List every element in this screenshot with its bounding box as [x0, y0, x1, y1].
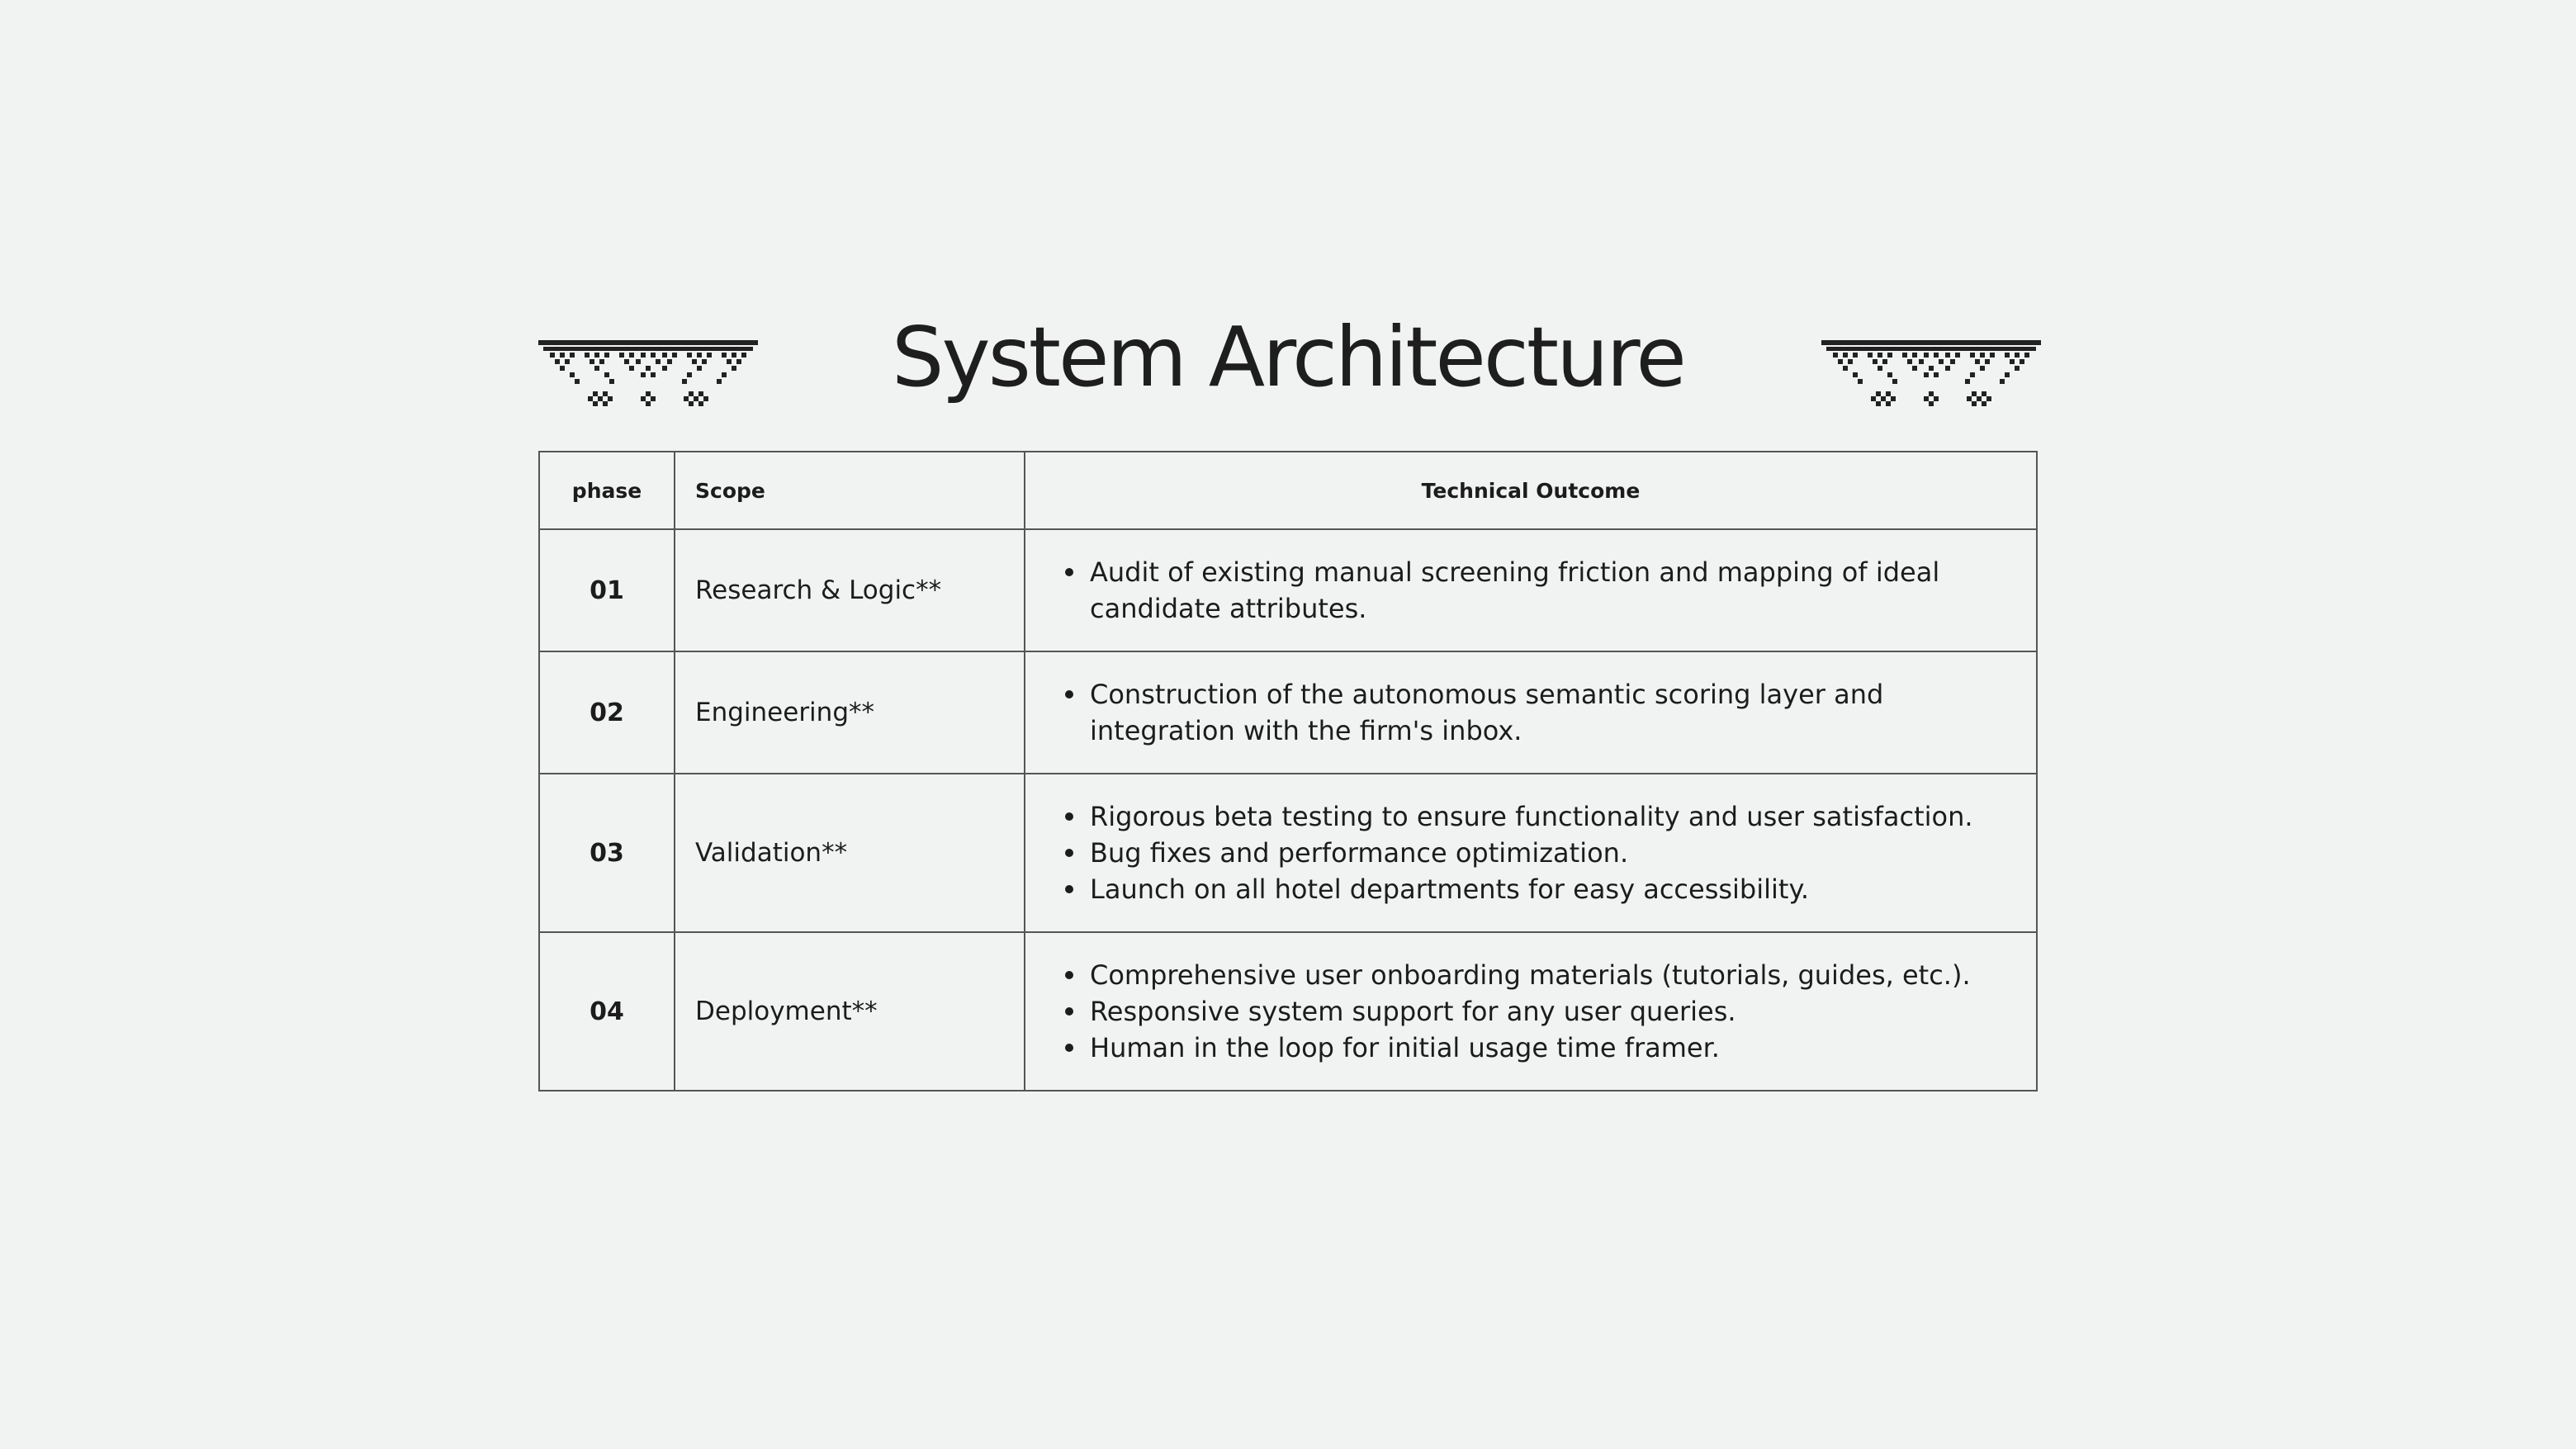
header-scope: Scope — [675, 452, 1025, 529]
scope-label: Research & Logic** — [675, 529, 1025, 651]
header-technical-outcome: Technical Outcome — [1025, 452, 2037, 529]
table-row — [539, 774, 2037, 932]
page-title: System Architecture — [892, 309, 1684, 405]
architecture-table — [538, 451, 2038, 1091]
scope-label: Validation** — [675, 774, 1025, 932]
table-row — [539, 932, 2037, 1091]
outcome-cell — [1025, 932, 2037, 1091]
outcome-list — [1062, 798, 2003, 907]
outcome-item: Construction of the autonomous semantic scoring layer and integration with the firm's inbox. — [1090, 676, 2003, 749]
outcome-list — [1062, 957, 2003, 1066]
outcome-item: Bug fixes and performance optimization. — [1090, 835, 2003, 871]
outcome-item: Launch on all hotel departments for easy accessibility. — [1090, 871, 2003, 907]
table-header-row — [539, 452, 2037, 529]
table-row — [539, 529, 2037, 651]
outcome-list — [1062, 676, 2003, 749]
outcome-item: Audit of existing manual screening friction and mapping of ideal candidate attributes. — [1090, 554, 2003, 627]
scope-label: Engineering** — [675, 651, 1025, 774]
outcome-cell — [1025, 774, 2037, 932]
table-row — [539, 651, 2037, 774]
outcome-item: Human in the loop for initial usage time framer. — [1090, 1030, 2003, 1066]
scope-label: Deployment** — [675, 932, 1025, 1091]
outcome-cell — [1025, 529, 2037, 651]
phase-number: 01 — [539, 529, 675, 651]
outcome-list — [1062, 554, 2003, 627]
outcome-item: Rigorous beta testing to ensure functionality and user satisfaction. — [1090, 798, 2003, 835]
phase-number: 04 — [539, 932, 675, 1091]
header-phase: phase — [539, 452, 675, 529]
phase-number: 03 — [539, 774, 675, 932]
outcome-item: Comprehensive user onboarding materials (tutorials, guides, etc.). — [1090, 957, 2003, 993]
outcome-item: Responsive system support for any user queries. — [1090, 993, 2003, 1030]
outcome-cell — [1025, 651, 2037, 774]
phase-number: 02 — [539, 651, 675, 774]
